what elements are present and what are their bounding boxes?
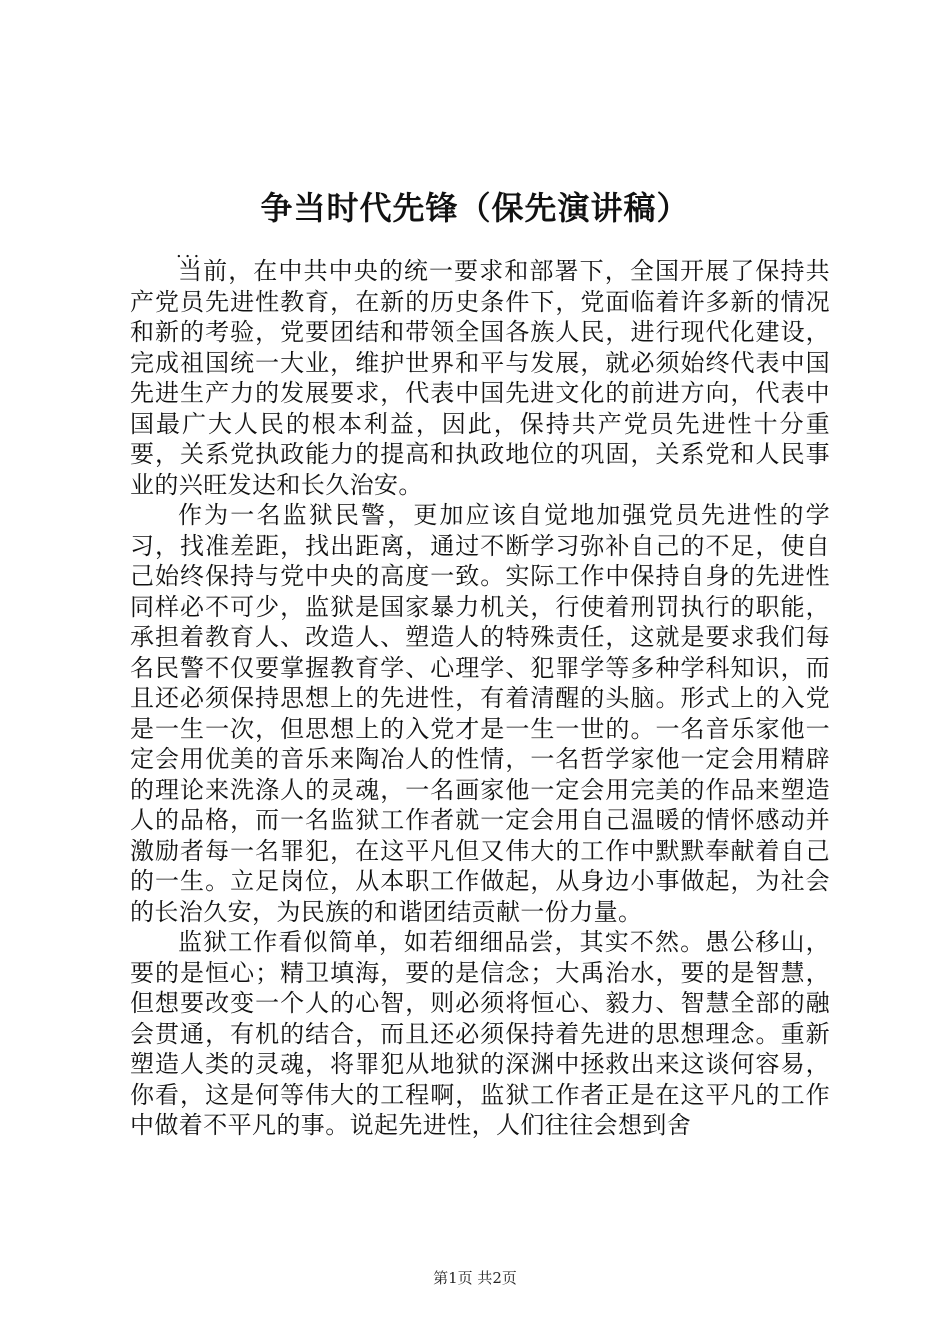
paragraph-3: 监狱工作看似简单，如若细细品尝，其实不然。愚公移山，要的是恒心；精卫填海，要的是信念；大禹治水，要的是智慧，但想要改变一个人的心智，则必须将恒心、毅力、智慧全部的融会贯通，有机的结合，而且还必须保持着先进的思想理念。重新塑造人类的灵魂，将罪犯从地狱的深渊中拯救出来这谈何容易，你看，这是何等伟大的工程啊，监狱工作者正是在这平凡的工作中做着不平凡的事。说起先进性，人们往往会想到舍: [130, 928, 830, 1139]
paragraph-2: 作为一名监狱民警，更加应该自觉地加强党员先进性的学习，找准差距，找出距离，通过不断学习弥补自己的不足，使自己始终保持与党中央的高度一致。实际工作中保持自身的先进性同样必不可少，监狱是国家暴力机关，行使着刑罚执行的职能，承担着教育人、改造人、塑造人的特殊责任，这就是要求我们每名民警不仅要掌握教育学、心理学、犯罪学等多种学科知识，而且还必须保持思想上的先进性，有着清醒的头脑。形式上的入党是一生一次，但思想上的入党才是一生一世的。一名音乐家他一定会用优美的音乐来陶冶人的性情，一名哲学家他一定会用精辟的理论来洗涤人的灵魂，一名画家他一定会用完美的作品来塑造人的品格，而一名监狱工作者就一定会用自己温暖的情怀感动并激励者每一名罪犯，在这平凡但又伟大的工作中默默奉献着自己的一生。立足岗位，从本职工作做起，从身边小事做起，为社会的长治久安，为民族的和谐团结贡献一份力量。: [130, 501, 830, 926]
page-footer: 第1页 共2页: [433, 1269, 517, 1287]
paragraph-1: 当前，在中共中央的统一要求和部署下，全国开展了保持共产党员先进性教育，在新的历史条件下，党面临着许多新的情况和新的考验，党要团结和带领全国各族人民，进行现代化建设，完成祖国统一大业，维护世界和平与发展，就必须始终代表中国先进生产力的发展要求，代表中国先进文化的前进方向，代表中国最广大人民的根本利益，因此，保持共产党员先进性十分重要，关系党执政能力的提高和执政地位的巩固，关系党和人民事业的兴旺发达和长久治安。: [130, 257, 830, 499]
document-body: [130, 256, 830, 1141]
ellipsis-marker: ...: [176, 241, 203, 262]
document-title: 争当时代先锋（保先演讲稿）: [260, 189, 690, 227]
